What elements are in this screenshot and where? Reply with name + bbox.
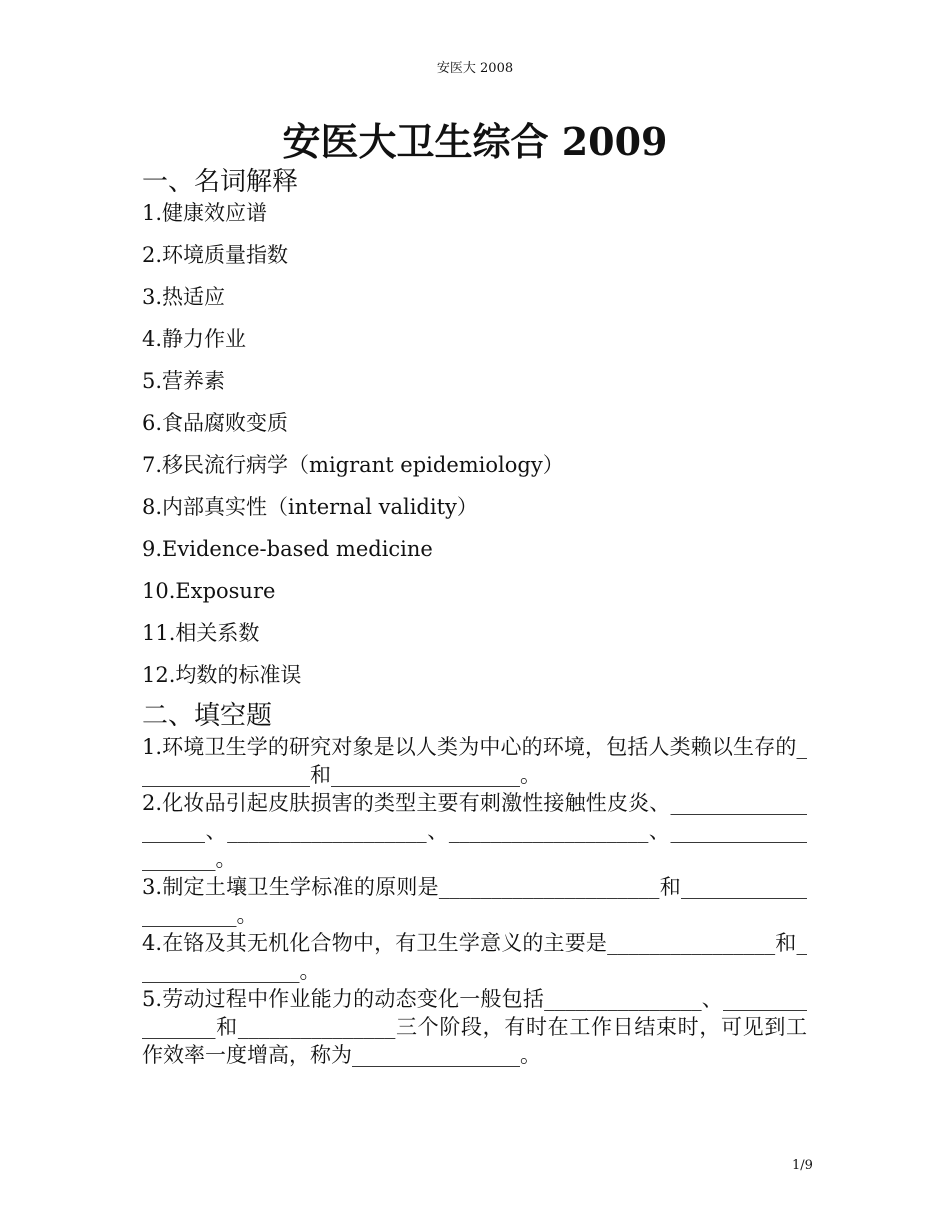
definition-item: 6.食品腐败变质 [142, 411, 289, 435]
definition-item: 7.移民流行病学（migrant epidemiology） [142, 453, 564, 477]
definitions-list [142, 199, 807, 689]
page-header: 安医大 2008 [436, 61, 514, 76]
document-body [142, 165, 807, 1069]
fill-in-question: 4.在铬及其无机化合物中，有卫生学意义的主要是________________和________________。 [142, 931, 807, 983]
definition-item: 2.环境质量指数 [142, 243, 289, 267]
document-title: 安医大卫生综合 2009 [282, 119, 668, 164]
definition-item: 1.健康效应谱 [142, 201, 268, 225]
definition-item: 10.Exposure [142, 579, 276, 603]
definition-item: 11.相关系数 [142, 621, 260, 645]
page-number: 1/9 [792, 1158, 813, 1173]
fill-in-list [142, 733, 807, 1069]
definition-item: 4.静力作业 [142, 327, 247, 351]
definition-item: 5.营养素 [142, 369, 226, 393]
section-heading-definitions: 一、名词解释 [142, 167, 299, 197]
definition-item: 8.内部真实性（internal validity） [142, 495, 478, 519]
definition-item: 3.热适应 [142, 285, 226, 309]
section-heading-fill-in: 二、填空题 [142, 701, 273, 731]
fill-in-question: 5.劳动过程中作业能力的动态变化一般包括_______________、_______________和_______________三个阶段，有时在工作日结束时，可见到工作效率一度增高，称为________________。 [142, 987, 807, 1067]
definition-item: 12.均数的标准误 [142, 663, 302, 687]
fill-in-question: 2.化妆品引起皮肤损害的类型主要有刺激性接触性皮炎、___________________、___________________、___________________、____________________。 [142, 791, 807, 871]
fill-in-question: 3.制定土壤卫生学标准的原则是_____________________和_____________________。 [142, 875, 807, 927]
fill-in-question: 1.环境卫生学的研究对象是以人类为中心的环境，包括人类赖以生存的_________________和__________________。 [142, 735, 807, 787]
definition-item: 9.Evidence-based medicine [142, 537, 433, 561]
